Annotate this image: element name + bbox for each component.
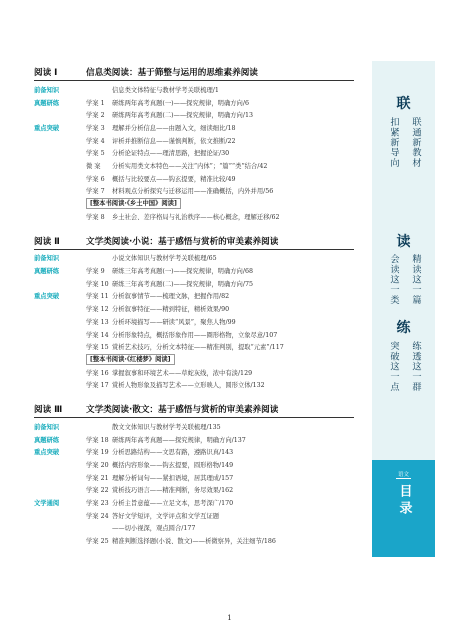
toc-entry[interactable] bbox=[34, 433, 354, 446]
section-label: 重点突破 bbox=[34, 124, 60, 132]
unit-title: 信息类阅读：基于筛整与运用的思维素养阅读 bbox=[86, 68, 258, 78]
sidebar-group-lian2 bbox=[376, 341, 432, 392]
sidebar-phrase: 精读这一篇 bbox=[410, 254, 421, 305]
entry-text: 分析思路结构——文思有路，遵路识真/143 bbox=[112, 449, 234, 457]
entry-text: 研练两年高考真题——探究规律，明确方向/137 bbox=[112, 436, 246, 444]
toc-entry[interactable] bbox=[34, 108, 354, 121]
toc-entry[interactable] bbox=[34, 185, 354, 198]
sidebar-phrase: 突破这一点 bbox=[388, 341, 399, 392]
entry-text: 理解并分析信息——由题入文，细读细比/18 bbox=[112, 124, 236, 132]
entry-text: 分析论证特点——理清思路，把握论证/30 bbox=[112, 150, 230, 158]
toc-entry[interactable] bbox=[34, 458, 354, 471]
unit-number: 阅读 Ⅱ bbox=[34, 236, 60, 247]
subject-label: 语文 bbox=[397, 472, 409, 478]
toc-heading: 目录 bbox=[396, 484, 412, 518]
entry-text: 理解分析词句——紧扣语境，居其理成/157 bbox=[112, 474, 234, 482]
lesson-number: 学案 4 bbox=[86, 137, 105, 145]
entry-text: 分析实用类文本特色——关注“内体”；“篇”“类”结合/42 bbox=[112, 162, 268, 170]
entry-text: 精准判断选择题(小说、散文)——析微察异，关注细节/186 bbox=[112, 538, 276, 546]
section-label: 文学通阅 bbox=[34, 500, 60, 508]
lesson-number: 学案 23 bbox=[86, 500, 109, 508]
lesson-number: 学案 15 bbox=[86, 344, 109, 352]
toc-entry[interactable] bbox=[34, 172, 354, 185]
entry-text: 小说文体知识与教材学考关联梳理/65 bbox=[112, 255, 217, 263]
lesson-number: 学案 8 bbox=[86, 213, 105, 221]
entry-text: 材料观点分析探究与迁移运用——准确概括，内外并用/56 bbox=[112, 188, 274, 196]
toc-entry[interactable] bbox=[34, 264, 354, 277]
sidebar-title-lian2: 练 bbox=[396, 320, 411, 336]
entry-text: 研练三年高考真题(一)——探究规律，明确方向/68 bbox=[112, 268, 253, 276]
lesson-number: 学案 14 bbox=[86, 331, 109, 339]
entry-text: 分析主旨意蕴——立足文本，思考深广/170 bbox=[112, 500, 234, 508]
book-reading-row bbox=[34, 197, 354, 210]
entry-text: 分析形象特点，概括形象作用——圈形格物，立象尽意/107 bbox=[112, 331, 278, 339]
lesson-number: 学案 7 bbox=[86, 188, 105, 196]
sidebar-group-du bbox=[376, 254, 432, 305]
lesson-number: 学案 6 bbox=[86, 175, 105, 183]
entry-text: 概括与比较要点——钩玄提要，精准比较/49 bbox=[112, 175, 236, 183]
lesson-number: 学案 19 bbox=[86, 449, 109, 457]
section-label: 前备知识 bbox=[34, 423, 60, 431]
section-label: 重点突破 bbox=[34, 293, 60, 301]
toc-entry[interactable] bbox=[34, 96, 354, 109]
toc-entry[interactable] bbox=[34, 446, 354, 459]
lesson-number: 学案 20 bbox=[86, 462, 109, 470]
toc-entry[interactable] bbox=[34, 146, 354, 159]
sidebar-phrase: 联通新教材 bbox=[410, 117, 421, 168]
section-label: 真题研练 bbox=[34, 268, 60, 276]
section-label: 前备知识 bbox=[34, 255, 60, 263]
sidebar-title-du: 读 bbox=[396, 234, 411, 250]
toc-entry[interactable] bbox=[34, 522, 354, 535]
toc-main bbox=[34, 64, 354, 547]
toc-entry[interactable] bbox=[34, 83, 354, 96]
unit-number: 阅读 Ⅲ bbox=[34, 405, 63, 416]
toc-entry[interactable] bbox=[34, 378, 354, 391]
lesson-number: 学案 2 bbox=[86, 112, 105, 120]
toc-entry[interactable] bbox=[34, 134, 354, 147]
section-label: 真题研练 bbox=[34, 436, 60, 444]
section-label: 前备知识 bbox=[34, 86, 60, 94]
lesson-number: 学案 21 bbox=[86, 474, 109, 482]
page-number: 1 bbox=[227, 614, 232, 622]
sidebar-group-lian bbox=[376, 117, 432, 168]
toc-entry[interactable] bbox=[34, 496, 354, 509]
toc-entry[interactable] bbox=[34, 366, 354, 379]
sidebar-title-lian: 联 bbox=[396, 96, 411, 112]
toc-entry[interactable] bbox=[34, 210, 354, 223]
book-reading-label: [整本书阅读·《乡土中国》阅读] bbox=[86, 198, 181, 209]
toc-entry[interactable] bbox=[34, 534, 354, 547]
unit-heading bbox=[34, 233, 354, 247]
entry-text: 赏析艺术技巧，分析文本特征——精准判别，提取“元素”/117 bbox=[112, 344, 284, 352]
unit-divider bbox=[34, 80, 354, 81]
book-reading-label: [整本书阅读·《红楼梦》阅读] bbox=[86, 354, 175, 365]
lesson-number: 学案 16 bbox=[86, 369, 109, 377]
lesson-number: 学案 22 bbox=[86, 487, 109, 495]
entry-text: 研练两年高考真题(一)——探究规律，明确方向/6 bbox=[112, 99, 249, 107]
unit-divider bbox=[34, 417, 354, 418]
entry-text: 分析叙事情节——梳理文脉，把握作用/82 bbox=[112, 293, 230, 301]
lesson-number: 微 案 bbox=[86, 162, 101, 170]
toc-entry[interactable] bbox=[34, 509, 354, 522]
section-label: 重点突破 bbox=[34, 449, 60, 457]
toc-entry[interactable] bbox=[34, 290, 354, 303]
toc-entry[interactable] bbox=[34, 340, 354, 353]
toc-entry[interactable] bbox=[34, 252, 354, 265]
entry-text: 分析叙事特征——精到特征，精析效果/90 bbox=[112, 306, 230, 314]
toc-entry[interactable] bbox=[34, 159, 354, 172]
lesson-number: 学案 5 bbox=[86, 150, 105, 158]
lesson-number: 学案 11 bbox=[86, 293, 109, 301]
entry-text: 赏析技巧语言——精准判断，务尽效果/162 bbox=[112, 487, 234, 495]
lesson-number: 学案 18 bbox=[86, 436, 109, 444]
toc-entry[interactable] bbox=[34, 328, 354, 341]
lesson-number: 学案 3 bbox=[86, 124, 105, 132]
unit-heading bbox=[34, 401, 354, 415]
entry-text: 散文文体知识与教材学考关联梳理/135 bbox=[112, 423, 221, 431]
lesson-number: 学案 1 bbox=[86, 99, 105, 107]
lesson-number: 学案 24 bbox=[86, 512, 109, 520]
toc-entry[interactable] bbox=[34, 484, 354, 497]
toc-label-box bbox=[372, 460, 435, 557]
toc-entry[interactable] bbox=[34, 420, 354, 433]
entry-text: ——切小视深，观点圆合/177 bbox=[112, 525, 196, 533]
lesson-number: 学案 13 bbox=[86, 318, 109, 326]
entry-text: 信息类文体特征与教材学考关联梳理/1 bbox=[112, 86, 219, 94]
entry-text: 答好文学短评，文学评点和文学互证题 bbox=[112, 512, 220, 520]
entry-text: 赏析人物形象及描写艺术——立形映人，圆形立体/132 bbox=[112, 382, 265, 390]
toc-entry[interactable] bbox=[34, 471, 354, 484]
book-reading-row bbox=[34, 353, 354, 366]
lesson-number: 学案 9 bbox=[86, 268, 105, 276]
unit-gap bbox=[34, 391, 354, 401]
unit-divider bbox=[34, 249, 354, 250]
entry-text: 分析环境描写——研读“风景”，聚焦人物/99 bbox=[112, 318, 236, 326]
entry-text: 乡土社会、差序格局与礼治秩序——核心概念，理解迁移/62 bbox=[112, 213, 280, 221]
toc-entry[interactable] bbox=[34, 302, 354, 315]
entry-text: 研练两年高考真题(二)——探究规律，明确方向/13 bbox=[112, 112, 253, 120]
entry-text: 研练三年高考真题(二)——探究规律，明确方向/75 bbox=[112, 280, 253, 288]
entry-text: 掌握叙事和环境艺术——草蛇灰线，浓中有淡/129 bbox=[112, 369, 253, 377]
lesson-number: 学案 17 bbox=[86, 382, 109, 390]
unit-heading bbox=[34, 64, 354, 78]
sidebar-phrase: 扣紧新导向 bbox=[388, 117, 399, 168]
unit-title: 文学类阅读·小说：基于感悟与赏析的审美素养阅读 bbox=[86, 236, 279, 247]
entry-text: 概括内容形象——钩玄提要，圆形格物/149 bbox=[112, 462, 234, 470]
sidebar-phrase: 练透这一群 bbox=[410, 341, 421, 392]
sidebar-phrase: 会读这一类 bbox=[388, 254, 399, 305]
lesson-number: 学案 10 bbox=[86, 280, 109, 288]
lesson-number: 学案 12 bbox=[86, 306, 109, 314]
toc-entry[interactable] bbox=[34, 121, 354, 134]
unit-gap bbox=[34, 223, 354, 233]
unit-number: 阅读 Ⅰ bbox=[34, 68, 58, 78]
toc-entry[interactable] bbox=[34, 277, 354, 290]
lesson-number: 学案 25 bbox=[86, 538, 109, 546]
unit-title: 文学类阅读·散文：基于感悟与赏析的审美素养阅读 bbox=[86, 405, 279, 416]
toc-entry[interactable] bbox=[34, 315, 354, 328]
section-label: 真题研练 bbox=[34, 99, 60, 107]
entry-text: 评析并推断信息——谨慎判断，依文推断/22 bbox=[112, 137, 236, 145]
